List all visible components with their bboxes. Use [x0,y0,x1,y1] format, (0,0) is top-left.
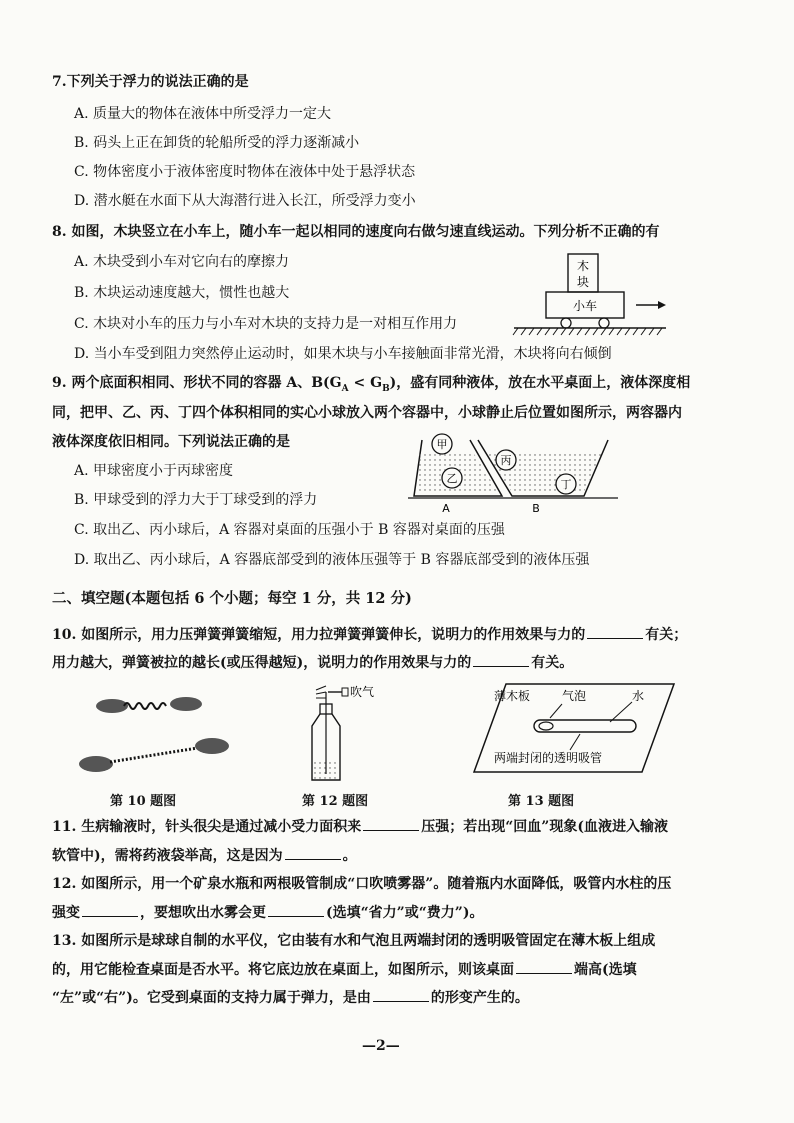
hand-right-icon [170,697,202,711]
sealed-straw [534,720,636,732]
q12-blank-2[interactable] [268,902,324,917]
cart-wheel-right [599,318,609,328]
water-label: 水 [632,689,645,703]
bubble-label: 气泡 [562,689,587,703]
cart-wheel-left [561,318,571,328]
ball-jia-label: 甲 [436,438,448,451]
straw-end [342,688,348,696]
q7-option-b: B. 码头上正在卸货的轮船所受的浮力逐渐减小 [74,135,360,151]
water-pointer [610,702,632,722]
label-container-a: A [442,502,450,515]
hand-right-icon-2 [195,738,229,754]
fig10-caption: 第 10 题图 [110,794,177,809]
fig10-springs [74,690,234,782]
spring-stretched [79,738,229,772]
hand-left-icon [96,699,128,713]
q8-option-d: D. 当小车受到阻力突然停止运动时，如果木块与小车接触面非常光滑，木块将向右倾倒 [74,346,612,362]
ball-ding-label: 丁 [560,478,572,491]
q8-cart-figure [508,252,678,340]
q13-line3: “左”或“右”)。它受到桌面的支持力属于弹力，是由 的形变产生的。 [52,987,529,1008]
q13-blank-1[interactable] [516,959,572,974]
ball-yi-label: 乙 [446,472,458,485]
blow-label: 吹气 [350,685,375,699]
q9-containers-figure [408,428,618,518]
q10-line2: 用力越大，弹簧被拉的越长(或压得越短)，说明力的作用效果与力的 有关。 [52,652,573,673]
q9-line3: 液体深度依旧相同。下列说法正确的是 [52,434,290,450]
q7-option-a: A. 质量大的物体在液体中所受浮力一定大 [74,106,332,122]
q9-option-a: A. 甲球密度小于丙球密度 [74,463,234,479]
q11-blank-2[interactable] [285,845,341,860]
q9-option-b: B. 甲球受到的浮力大于丁球受到的浮力 [74,492,318,508]
q12-line2: 强变 ，要想吹出水雾会更 (选填“省力”或“费力”)。 [52,902,483,923]
q13-blank-2[interactable] [373,987,429,1002]
q10-blank-1[interactable] [587,624,643,639]
spray-lines [316,686,326,698]
q9-line2: 同，把甲、乙、丙、丁四个体积相同的实心小球放入两个容器中，小球静止后位置如图所示，两容器内 [52,405,682,421]
fig13-level [470,680,680,780]
q12-line1: 12. 如图所示，用一个矿泉水瓶和两根吸管制成“口吹喷雾器”。随着瓶内水面降低，吸管内水柱的压 [52,876,672,892]
q11-line2: 软管中)，需将药液袋举高，这是因为 。 [52,845,357,866]
air-bubble [539,722,553,730]
hand-left-icon-2 [79,756,113,772]
q7-option-d: D. 潜水艇在水面下从大海潜行进入长江，所受浮力变小 [74,193,416,209]
q13-line1: 13. 如图所示是球球自制的水平仪，它由装有水和气泡且两端封闭的透明吸管固定在薄木板上组成 [52,933,656,949]
q8-stem: 8. 如图，木块竖立在小车上，随小车一起以相同的速度向右做匀速直线运动。下列分析不正确的有 [52,224,660,240]
q7-option-c: C. 物体密度小于液体密度时物体在液体中处于悬浮状态 [74,164,416,180]
wood-block-label-2: 块 [576,275,590,289]
section-title-fill-in: 二、填空题(本题包括 6 个小题；每空 1 分，共 12 分) [52,590,412,607]
spring-coil-short [124,703,166,709]
wood-block-label-1: 木 [576,259,590,273]
ball-bing-label: 丙 [500,454,512,467]
fig13-caption: 第 13 题图 [508,794,575,809]
q8-option-b: B. 木块运动速度越大，惯性也越大 [74,285,290,301]
q10-line1: 10. 如图所示，用力压弹簧弹簧缩短，用力拉弹簧弹簧伸长，说明力的作用效果与力的 有关； [52,624,687,645]
bubble-pointer [550,704,562,718]
q13-line2: 的，用它能检查桌面是否水平。将它底边放在桌面上，如图所示，则该桌面 端高(选填 [52,959,637,980]
bottle-water [313,760,339,779]
q10-blank-2[interactable] [473,652,529,667]
arrow-right-icon [658,301,666,309]
q9-option-d: D. 取出乙、丙小球后，A 容器底部受到的液体压强等于 B 容器底部受到的液体压强 [74,552,590,568]
straw-pointer [570,734,580,750]
q8-option-a: A. 木块受到小车对它向右的摩擦力 [74,254,290,270]
ground-hatching [513,328,662,335]
q11-blank-1[interactable] [363,816,419,831]
cart-label: 小车 [572,299,598,313]
q7-stem: 7.下列关于浮力的说法正确的是 [52,74,249,90]
straw-label: 两端封闭的透明吸管 [494,751,603,765]
page-number: —2— [362,1038,400,1054]
label-container-b: B [532,502,540,515]
q9-option-c: C. 取出乙、丙小球后，A 容器对桌面的压强小于 B 容器对桌面的压强 [74,522,505,538]
spring-coil-long [110,746,210,762]
fig12-caption: 第 12 题图 [302,794,369,809]
q8-option-c: C. 木块对小车的压力与小车对木块的支持力是一对相互作用力 [74,316,458,332]
spring-compressed [96,697,202,713]
q11-line1: 11. 生病输液时，针头很尖是通过减小受力面积来 压强；若出现“回血”现象(血液进入输液 [52,816,668,837]
q12-blank-1[interactable] [82,902,138,917]
board-label: 薄木板 [494,689,531,703]
q9-line1: 9. 两个底面积相同、形状不同的容器 A、$B(G_A < G_B)$，盛有同种液体，放在水平桌面上，液体深度相 [52,375,691,394]
fig12-bottle [298,676,388,784]
